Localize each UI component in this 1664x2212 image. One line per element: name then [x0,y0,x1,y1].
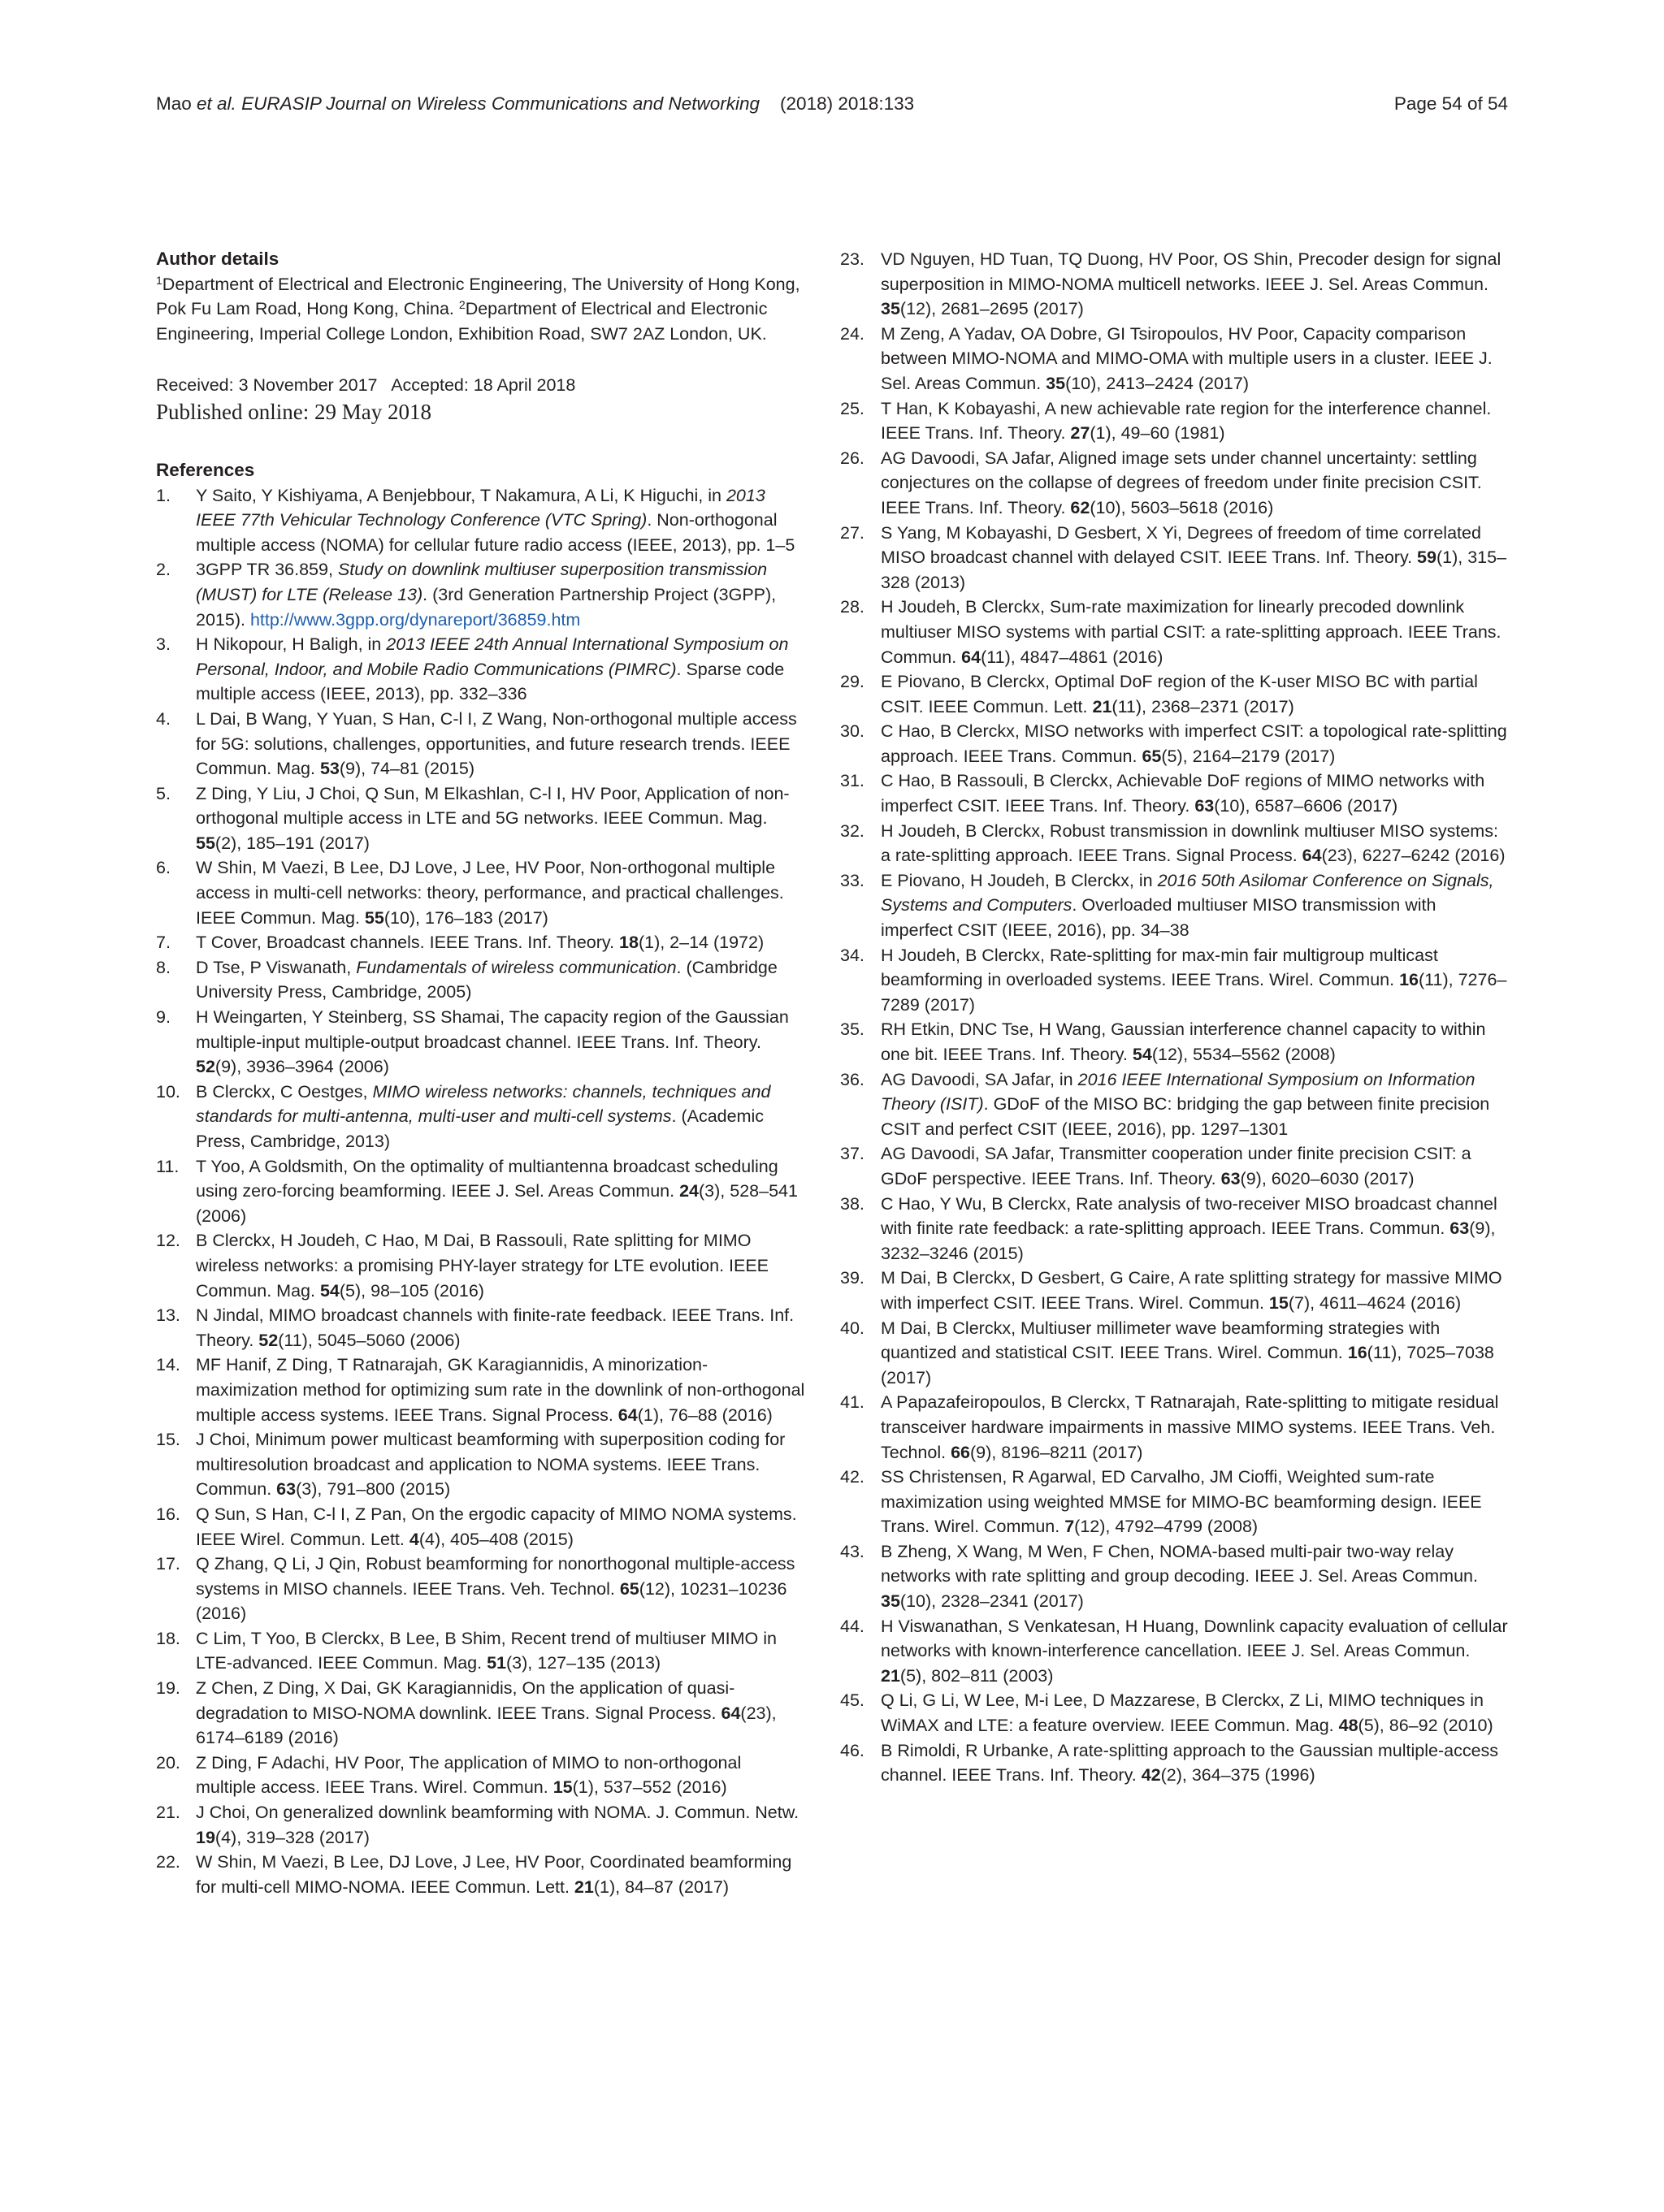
reference-segment: (1), 2–14 (1972) [638,933,765,953]
reference-segment: W Shin, M Vaezi, B Lee, DJ Love, J Lee, HV Poor, Coordinated beamforming for multi-cell MIMO-NOMA. IEEE Commun. Lett. [196,1852,792,1897]
reference-number: 40. [840,1318,864,1338]
reference-segment: (10), 6587–6606 (2017) [1214,796,1398,816]
reference-segment: . Overloaded multiuser MISO transmission with imperfect CSIT (IEEE, 2016), pp. 34–38 [881,895,1436,941]
reference-segment: . Sparse code multiple access (IEEE, 2013), pp. 332–336 [196,659,785,704]
reference-volume: 63 [1220,1168,1241,1188]
reference-title: Study on downlink multiuser superposition transmission (MUST) for LTE (Release 13) [196,560,768,604]
et-al: et al. [197,93,236,114]
reference-text [881,946,1506,1015]
reference-segment: Z Chen, Z Ding, X Dai, GK Karagiannidis, On the application of quasi-degradation to MISO-NOMA downlink. IEEE Trans. Signal Process. [196,1678,735,1723]
reference-volume: 64 [961,647,982,667]
reference-volume: 35 [881,299,900,319]
reference-number: 15. [156,1430,180,1450]
reference-number: 2. [156,560,171,580]
reference-segment: (10), 5603–5618 (2016) [1090,497,1274,517]
reference-item [156,1005,806,1080]
reference-number: 27. [840,522,864,543]
reference-segment: (1), 49–60 (1981) [1090,423,1225,444]
reference-number: 25. [840,398,864,418]
reference-segment: (9), 3232–3246 (2015) [881,1219,1496,1263]
reference-item [156,955,806,1005]
reference-text [196,1852,791,1897]
reference-number: 29. [840,672,864,692]
reference-segment: (9), 74–81 (2015) [339,759,474,779]
reference-segment: Z Ding, F Adachi, HV Poor, The application of MIMO to non-orthogonal multiple access. IEEE Trans. Wirel. Commun. [196,1752,742,1798]
reference-segment: (4), 319–328 (2017) [214,1827,370,1847]
reference-segment: S Yang, M Kobayashi, D Gesbert, X Yi, Degrees of freedom of time correlated MISO broadcast channel with delayed CSIT. IEEE Trans. Inf. Theory. [881,522,1481,568]
reference-number: 17. [156,1554,180,1574]
reference-number: 19. [156,1678,180,1699]
reference-segment: (12), 5534–5562 (2008) [1151,1045,1336,1064]
reference-text [196,1007,789,1076]
reference-volume: 7 [1064,1517,1075,1537]
reference-item [156,632,806,707]
affiliation-marker: 1 [156,273,162,287]
reference-volume: 62 [1070,497,1090,517]
author-details-heading: Author details [156,249,280,269]
reference-segment: (5), 2164–2179 (2017) [1161,746,1336,766]
reference-item [840,1539,1508,1614]
reference-text [196,1678,777,1747]
reference-segment: (11), 4847–4861 (2016) [981,647,1164,667]
reference-segment: H Joudeh, B Clerckx, Rate-splitting for max-min fair multigroup multicast beamforming in overloaded systems. IEEE Trans. Wirel. Commun. [881,945,1438,990]
reference-volume: 65 [619,1578,639,1599]
reference-segment: . Non-orthogonal multiple access (NOMA) for cellular future radio access (IEEE, 2013), pp. 1–5 [196,510,795,555]
reference-number: 46. [840,1740,864,1760]
reference-item [840,719,1508,768]
reference-text [881,324,1493,393]
reference-text [881,1268,1502,1313]
reference-segment: . (3rd Generation Partnership Project (3GPP), 2015). [196,584,777,630]
reference-text [881,771,1484,816]
reference-volume: 4 [409,1529,419,1549]
reference-segment: (11), 7276–7289 (2017) [881,970,1507,1015]
reference-text [196,1753,741,1798]
references-heading: References [156,459,255,480]
published-date: Published online: 29 May 2018 [156,399,431,424]
reference-number: 26. [840,448,864,468]
reference-item [156,1676,806,1751]
reference-number: 14. [156,1355,180,1375]
reference-segment: (11), 5045–5060 (2006) [278,1330,461,1350]
reference-segment: C Hao, B Rassouli, B Clerckx, Achievable DoF regions of MIMO networks with imperfect CSIT. IEEE Trans. Inf. Theory. [881,771,1485,816]
reference-item [156,855,806,930]
reference-segment: Q Li, G Li, W Lee, M-i Lee, D Mazzarese, B Clerckx, Z Li, MIMO techniques in WiMAX and LTE: a feature overview. IEEE Commun. Mag. [881,1690,1484,1736]
reference-segment: Z Ding, Y Liu, J Choi, Q Sun, M Elkashlan, C-l I, HV Poor, Application of non-orthogonal multiple access in LTE and 5G networks. IEEE Commun. Mag. [196,783,790,829]
reference-segment: (10), 2413–2424 (2017) [1065,373,1249,393]
reference-text [881,1467,1482,1536]
reference-segment: (12), 4792–4799 (2008) [1074,1517,1259,1537]
reference-segment: (11), 7025–7038 (2017) [881,1343,1494,1387]
reference-volume: 42 [1141,1765,1161,1786]
reference-item [156,1800,806,1850]
reference-number: 39. [840,1268,864,1288]
reference-number: 21. [156,1803,180,1823]
reference-segment: 3GPP TR 36.859, [196,560,338,580]
reference-volume: 59 [1417,548,1436,568]
reference-segment: Y Saito, Y Kishiyama, A Benjebbour, T Nakamura, A Li, K Higuchi, in [196,485,726,505]
reference-url-link[interactable]: http://www.3gpp.org/dynareport/36859.htm [249,609,581,630]
reference-segment: W Shin, M Vaezi, B Lee, DJ Love, J Lee, HV Poor, Non-orthogonal multiple access in multi-cell networks: theory, performance, and practical challenges. IEEE Commun. Mag. [196,858,784,928]
reference-number: 45. [840,1690,864,1711]
reference-text [881,597,1502,666]
reference-item [156,1850,806,1899]
reference-volume: 63 [1194,796,1215,816]
reference-segment: T Yoo, A Goldsmith, On the optimality of multiantenna broadcast scheduling using zero-forcing beamforming. IEEE J. Sel. Areas Commun. [196,1156,778,1201]
reference-volume: 27 [1070,423,1090,444]
reference-number: 38. [840,1193,864,1214]
reference-volume: 55 [196,833,215,853]
reference-item [840,819,1508,868]
reference-segment: (3), 791–800 (2015) [296,1479,451,1500]
reference-number: 1. [156,485,171,505]
reference-segment: (2), 185–191 (2017) [214,833,370,853]
affiliation-1: Department of Electrical and Electronic Engineering, The University of Hong Kong, Pok Fu Lam Road, Hong Kong, China. [156,274,800,319]
reference-volume: 54 [1132,1045,1152,1064]
reference-volume: 54 [319,1280,340,1301]
reference-text [196,560,776,629]
reference-number: 44. [840,1616,864,1636]
reference-segment: (9), 6020–6030 (2017) [1240,1168,1415,1188]
reference-text [881,821,1506,866]
reference-number: 3. [156,634,171,655]
reference-number: 16. [156,1504,180,1524]
reference-number: 36. [840,1069,864,1089]
reference-volume: 24 [679,1181,700,1201]
reference-item [156,707,806,781]
reference-segment: . GDoF of the MISO BC: bridging the gap between finite precision CSIT and perfect CSIT (IEEE, 2016), pp. 1297–1301 [881,1094,1490,1139]
reference-number: 28. [840,597,864,617]
reference-item [156,1427,806,1502]
reference-volume: 21 [1092,696,1112,716]
reference-text [196,1803,799,1847]
reference-segment: (4), 405–408 (2015) [418,1529,574,1549]
reference-segment: (11), 2368–2371 (2017) [1112,696,1294,716]
reference-segment: (7), 4611–4624 (2016) [1288,1292,1462,1313]
reference-text [881,1741,1498,1786]
reference-text [196,1305,794,1350]
reference-segment: AG Davoodi, SA Jafar, in [881,1069,1078,1089]
reference-text [196,1157,798,1226]
reference-segment: (23), 6174–6189 (2016) [196,1703,777,1748]
reference-segment: (3), 127–135 (2013) [506,1653,661,1673]
reference-title: 2013 IEEE 24th Annual International Symposium on Personal, Indoor, and Mobile Radio Communications (PIMRC) [196,634,789,679]
reference-text [881,1690,1493,1735]
reference-item [840,322,1508,396]
reference-number: 5. [156,783,171,803]
article-citation: (2018) 2018:133 [760,93,915,114]
reference-segment: B Rimoldi, R Urbanke, A rate-splitting approach to the Gaussian multiple-access channel. IEEE Trans. Inf. Theory. [881,1740,1499,1786]
reference-text [196,1082,770,1151]
reference-text [881,871,1494,940]
reference-segment: (2), 364–375 (1996) [1160,1765,1315,1786]
reference-title: 2013 IEEE 77th Vehicular Technology Conference (VTC Spring) [196,485,765,530]
reference-segment: (9), 3936–3964 (2006) [214,1057,389,1077]
reference-segment: C Lim, T Yoo, B Clerckx, B Lee, B Shim, Recent trend of multiuser MIMO in LTE-advanced. IEEE Commun. Mag. [196,1628,777,1673]
reference-item [840,768,1508,818]
reference-text [881,523,1506,592]
reference-text [881,1542,1478,1611]
reference-volume: 35 [881,1591,900,1612]
reference-text [881,672,1478,716]
reference-text [196,634,788,703]
reference-number: 32. [840,820,864,841]
reference-text [196,1554,795,1623]
reference-text [881,399,1491,444]
reference-volume: 64 [618,1405,638,1425]
reference-segment: (23), 6227–6242 (2016) [1321,846,1506,866]
journal-citation [156,91,914,117]
reference-segment: M Dai, B Clerckx, D Gesbert, G Caire, A rate splitting strategy for massive MIMO with imperfect CSIT. IEEE Trans. Wirel. Commun. [881,1268,1502,1313]
reference-item [156,1353,806,1427]
left-column [156,247,806,1899]
reference-segment: B Zheng, X Wang, M Wen, F Chen, NOMA-based multi-pair two-way relay networks with rate splitting and group decoding. IEEE J. Sel. Areas Commun. [881,1541,1478,1586]
reference-segment: B Clerckx, C Oestges, [196,1081,373,1102]
reference-segment: (9), 8196–8211 (2017) [969,1442,1143,1462]
reference-segment: D Tse, P Viswanath, [196,957,357,977]
reference-text [196,1430,785,1499]
reference-item [840,396,1508,446]
reference-volume: 51 [487,1653,507,1673]
reference-segment: T Cover, Broadcast channels. IEEE Trans. Inf. Theory. [196,933,620,953]
reference-title: Fundamentals of wireless communication [356,957,677,977]
reference-segment: H Nikopour, H Baligh, in [196,634,387,655]
reference-text [881,1392,1498,1461]
reference-item [840,521,1508,595]
reference-number: 13. [156,1305,180,1326]
reference-segment: H Joudeh, B Clerckx, Robust transmission in downlink multiuser MISO systems: a rate-splitting approach. IEEE Trans. Signal Process. [881,820,1498,866]
reference-item [840,1316,1508,1391]
reference-segment: (1), 315–328 (2013) [881,548,1507,592]
reference-item [840,868,1508,943]
reference-volume: 64 [1302,846,1322,866]
reference-volume: 64 [721,1703,741,1723]
reference-item [156,930,806,955]
reference-number: 34. [840,945,864,965]
reference-segment: A Papazafeiropoulos, B Clerckx, T Ratnarajah, Rate-splitting to mitigate residual transceiver hardware impairments in massive MIMO systems. IEEE Trans. Veh. Technol. [881,1392,1499,1462]
reference-number: 42. [840,1467,864,1487]
reference-text [196,1231,769,1300]
reference-item [156,1552,806,1626]
reference-segment: E Piovano, B Clerckx, Optimal DoF region of the K-user MISO BC with partial CSIT. IEEE Commun. Lett. [881,672,1478,716]
reference-item [156,1154,806,1229]
reference-segment: M Dai, B Clerckx, Multiuser millimeter wave beamforming strategies with quantized and statistical CSIT. IEEE Trans. Wirel. Commun. [881,1318,1441,1363]
reference-volume: 63 [1450,1219,1470,1239]
reference-number: 41. [840,1392,864,1413]
reference-volume: 65 [1142,746,1162,766]
reference-volume: 52 [258,1330,279,1350]
reference-segment: H Viswanathan, S Venkatesan, H Huang, Downlink capacity evaluation of cellular networks with known-interference cancellation. IEEE J. Sel. Areas Commun. [881,1616,1508,1661]
received-accepted-dates: Received: 3 November 2017 Accepted: 18 April 2018 [156,375,576,396]
reference-item [840,1614,1508,1689]
reference-text [196,858,784,927]
reference-number: 18. [156,1628,180,1648]
reference-segment: (1), 76–88 (2016) [637,1405,773,1425]
reference-segment: (5), 86–92 (2010) [1358,1716,1493,1736]
reference-item [840,1141,1508,1191]
reference-segment: (10), 2328–2341 (2017) [899,1591,1084,1612]
reference-item [840,1017,1508,1067]
reference-text [881,1019,1485,1064]
reference-segment: (12), 2681–2695 (2017) [899,299,1084,319]
reference-segment: H Weingarten, Y Steinberg, SS Shamai, The capacity region of the Gaussian multiple-input multiple-output broadcast channel. IEEE Trans. Inf. Theory. [196,1007,789,1052]
reference-volume: 63 [276,1479,297,1500]
reference-number: 37. [840,1144,864,1164]
reference-item [156,1626,806,1676]
reference-volume: 53 [319,759,340,779]
reference-segment: MF Hanif, Z Ding, T Ratnarajah, GK Karagiannidis, A minorization-maximization method for optimizing sum rate in the downlink of non-orthogonal multiple access systems. IEEE Trans. Signal Process. [196,1355,805,1425]
reference-item [840,1738,1508,1788]
reference-segment: (1), 537–552 (2016) [572,1777,727,1798]
reference-segment: C Hao, B Clerckx, MISO networks with imperfect CSIT: a topological rate-splitting approach. IEEE Trans. Commun. [881,721,1507,766]
reference-segment: J Choi, Minimum power multicast beamforming with superposition coding for multiresolution broadcast and application to NOMA systems. IEEE Trans. Commun. [196,1430,786,1500]
reference-text [196,958,778,1002]
reference-text [196,1355,804,1424]
reference-number: 10. [156,1081,180,1102]
reference-text [196,1629,777,1673]
reference-segment: T Han, K Kobayashi, A new achievable rate region for the interference channel. IEEE Trans. Inf. Theory. [881,398,1492,444]
reference-text [196,709,797,778]
reference-text [881,1194,1497,1263]
reference-volume: 21 [574,1877,594,1897]
reference-segment: N Jindal, MIMO broadcast channels with finite-rate feedback. IEEE Trans. Inf. Theory. [196,1305,795,1350]
journal-name: EURASIP Journal on Wireless Communications and Networking [236,93,760,114]
reference-volume: 52 [196,1057,215,1077]
reference-text [881,249,1501,318]
reference-item [840,247,1508,322]
reference-segment: B Clerckx, H Joudeh, C Hao, M Dai, B Rassouli, Rate splitting for MIMO wireless networks: a promising PHY-layer strategy for LTE evolution. IEEE Commun. Mag. [196,1231,769,1301]
reference-text [881,1318,1494,1387]
author-affiliations [156,272,806,347]
reference-segment: RH Etkin, DNC Tse, H Wang, Gaussian interference channel capacity to within one bit. IEEE Trans. Inf. Theory. [881,1019,1486,1064]
reference-volume: 21 [881,1665,900,1686]
reference-volume: 66 [951,1442,970,1462]
reference-text [196,933,764,952]
reference-item [840,595,1508,669]
reference-segment: J Choi, On generalized downlink beamforming with NOMA. J. Commun. Netw. [196,1803,800,1823]
reference-segment: H Joudeh, B Clerckx, Sum-rate maximization for linearly precoded downlink multiuser MISO systems with partial CSIT: a rate-splitting approach. IEEE Trans. Commun. [881,597,1502,667]
reference-number: 31. [840,771,864,791]
reference-item [156,1502,806,1552]
reference-segment: SS Christensen, R Agarwal, ED Carvalho, JM Cioffi, Weighted sum-rate maximization using weighted MMSE for MIMO-BC beamforming design. IEEE Trans. Wirel. Commun. [881,1467,1482,1537]
reference-number: 11. [156,1156,180,1176]
reference-volume: 35 [1046,373,1066,393]
reference-text [881,1070,1489,1139]
reference-segment: Q Zhang, Q Li, J Qin, Robust beamforming for nonorthogonal multiple-access systems in MISO channels. IEEE Trans. Veh. Technol. [196,1554,795,1599]
reference-item [840,1067,1508,1142]
affiliation-marker: 2 [458,298,466,312]
reference-volume: 18 [619,933,639,953]
reference-item [840,943,1508,1018]
reference-item [156,483,806,558]
reference-number: 43. [840,1541,864,1561]
affiliation-2: Department of Electrical and Electronic Engineering, Imperial College London, Exhibition Road, SW7 2AZ London, UK. [156,299,768,344]
reference-item [840,1192,1508,1266]
reference-segment: AG Davoodi, SA Jafar, Aligned image sets under channel uncertainty: settling conjectures on the collapse of degrees of freedom under finite precision CSIT. IEEE Trans. Inf. Theory. [881,448,1482,517]
reference-segment: E Piovano, H Joudeh, B Clerckx, in [881,870,1158,890]
reference-volume: 15 [552,1777,573,1798]
reference-segment: M Zeng, A Yadav, OA Dobre, GI Tsiropoulos, HV Poor, Capacity comparison between MIMO-NOMA and MIMO-OMA with multiple users in a cluster. IEEE J. Sel. Areas Commun. [881,323,1493,393]
reference-segment: Q Sun, S Han, C-l I, Z Pan, On the ergodic capacity of MIMO NOMA systems. IEEE Wirel. Commun. Lett. [196,1504,797,1549]
reference-text [881,721,1507,766]
reference-item [840,446,1508,521]
reference-segment: (3), 528–541 (2006) [196,1181,798,1226]
reference-number: 30. [840,721,864,742]
reference-number: 7. [156,933,171,953]
authors-short: Mao [156,93,197,114]
reference-text [881,1144,1471,1188]
reference-number: 12. [156,1231,180,1251]
reference-title: MIMO wireless networks: channels, techniques and standards for multi-antenna, multi-user and multi-cell systems [196,1081,771,1127]
reference-title: 2016 50th Asilomar Conference on Signals, Systems and Computers [881,870,1494,916]
reference-number: 20. [156,1752,180,1773]
reference-segment: (10), 176–183 (2017) [384,907,548,928]
reference-segment: (12), 10231–10236 (2016) [196,1578,787,1624]
reference-item [840,1390,1508,1465]
reference-segment: . (Cambridge University Press, Cambridge, 2005) [196,957,778,1002]
page-number: Page 54 of 54 [1393,93,1508,114]
reference-volume: 48 [1338,1716,1358,1736]
reference-segment: (5), 98–105 (2016) [339,1280,484,1301]
reference-number: 22. [156,1852,180,1872]
reference-number: 4. [156,708,171,729]
reference-volume: 19 [196,1827,215,1847]
reference-segment: C Hao, Y Wu, B Clerckx, Rate analysis of two-receiver MISO broadcast channel with finite rate feedback: a rate-splitting approach. IEEE Trans. Commun. [881,1193,1497,1239]
reference-item [840,669,1508,719]
reference-item [156,1303,806,1353]
reference-list-right [840,247,1508,1788]
reference-volume: 55 [364,907,384,928]
reference-segment: . (Academic Press, Cambridge, 2013) [196,1106,765,1151]
reference-segment: (1), 84–87 (2017) [593,1877,729,1897]
reference-number: 23. [840,249,864,269]
reference-text [196,784,790,853]
reference-volume: 16 [1347,1343,1367,1363]
reference-item [840,1465,1508,1539]
reference-volume: 16 [1399,970,1419,990]
reference-segment: (5), 802–811 (2003) [899,1665,1054,1686]
reference-title: 2016 IEEE International Symposium on Information Theory (ISIT) [881,1069,1476,1115]
reference-number: 24. [840,323,864,344]
right-column [840,247,1508,1788]
reference-number: 33. [840,870,864,890]
reference-text [881,448,1482,517]
reference-segment: L Dai, B Wang, Y Yuan, S Han, C-l I, Z Wang, Non-orthogonal multiple access for 5G: solutions, challenges, opportunities, and future research trends. IEEE Commun. Mag. [196,708,797,779]
reference-segment: AG Davoodi, SA Jafar, Transmitter cooperation under finite precision CSIT: a GDoF perspective. IEEE Trans. Inf. Theory. [881,1144,1471,1188]
reference-number: 6. [156,858,171,878]
reference-item [156,557,806,632]
reference-item [156,1751,806,1800]
reference-item [156,1228,806,1303]
reference-item [156,781,806,856]
reference-item [156,1080,806,1154]
reference-number: 8. [156,957,171,977]
reference-text [881,1617,1508,1686]
reference-text [196,486,795,555]
reference-item [840,1688,1508,1738]
reference-number: 35. [840,1019,864,1040]
reference-item [840,1266,1508,1315]
reference-number: 9. [156,1007,171,1028]
reference-volume: 15 [1268,1292,1289,1313]
reference-text [196,1504,797,1549]
reference-segment: VD Nguyen, HD Tuan, TQ Duong, HV Poor, OS Shin, Precoder design for signal superposition in MIMO-NOMA multicell networks. IEEE J. Sel. Areas Commun. [881,249,1502,294]
reference-list-left [156,483,806,1900]
